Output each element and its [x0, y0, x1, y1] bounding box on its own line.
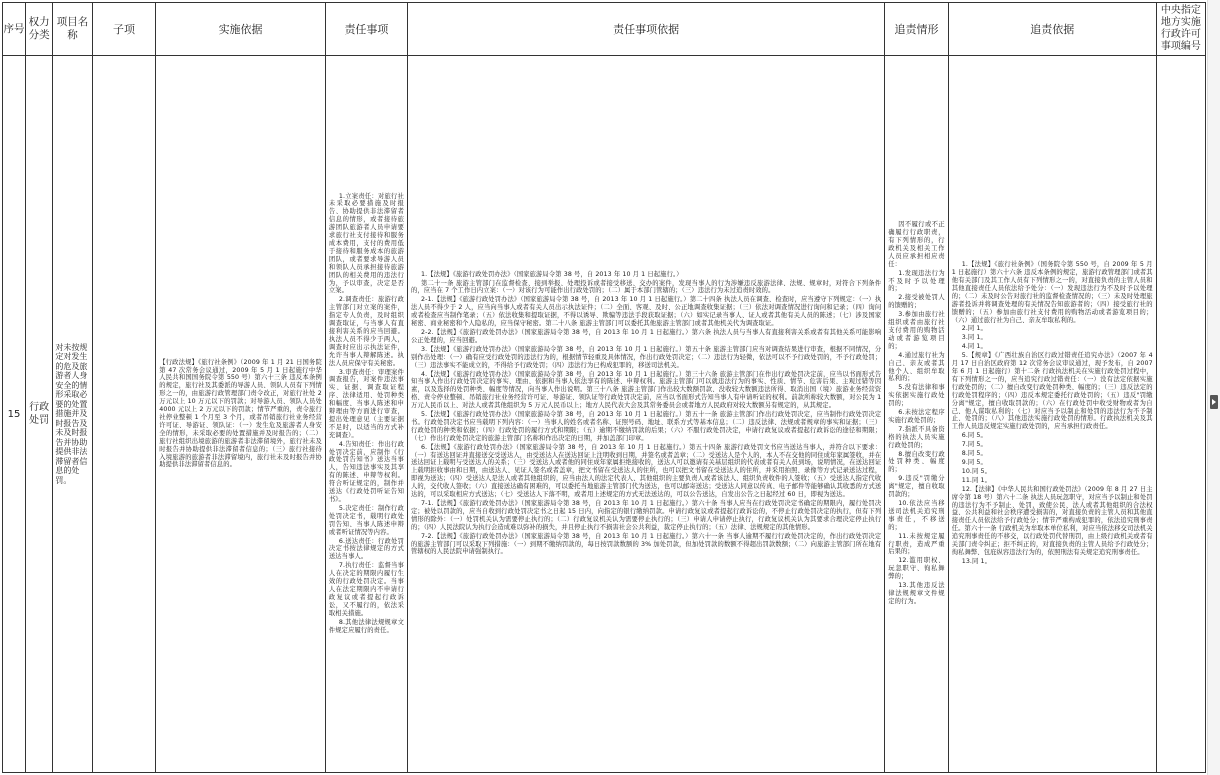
duty-basis-paragraph: 3.【法规】《旅游行政处罚办法》（国家旅游局令第 38 号，自 2013 年 10 月 1 日起施行。）第五十条 旅游主管部门应当对调查结果进行审查，根据不同情况，分别作出处理：（一）确有应受行政处罚的违法行为的，根据情节轻重及具体情况，作出行政处罚决定；（二）违法行为轻微，依法可以不予行政处罚的，不予行政处罚；（三）违法事实不能成立的，不得给予行政处罚；（四）违法行为已构成犯罪的，移送司法机关。 [410, 345, 882, 369]
accountability-basis-paragraph: 1.【法规】《旅行社条例》（国务院令第 550 号，自 2009 年 5 月 1 日起施行）第六十六条 违反本条例的规定，旅游行政管理部门或者其他有关部门及其工作人员有下列情形之一的，对直接负责的主管人员和其他直接责任人员依法给予处分：（一）发现违法行为不及时予以处理的；（二）未及时公告对旅行社的监督检查情况的；（三）未及时处理旅游者投诉并将调查处理的有关情况告知旅游者的；（四）接受旅行社的馈赠的；（五）参加由旅行社支付费用的购物活动或者游览项目的；（六）通过旅行社为自己、亲友牟取私利的。 [951, 261, 1153, 324]
row-item: 对未按规定对发生的危及旅游者人身安全的情形采取必要的处置措施并及时报告及未及时报告并协助提供非法滞留者信息的处罚。 [55, 342, 88, 485]
header-subitem: 子项 [92, 3, 155, 56]
duty-paragraph: 1.立案责任：对旅行社未采取必要措施及时报告、协助提供非法滞留者信息的情形，或者接待旅游团队旅游者人员申请要求旅行社支付接待和服务成本费用，支付的费用低于接待和服务成本的旅游团队，或者要求导游人员和领队人员承担接待旅游团队的相关费用的违法行为，予以审查，决定是否立案。 [328, 192, 404, 295]
accountability-basis-paragraph: 9.同 5。 [961, 458, 987, 466]
row-seq: 15 [3, 56, 26, 773]
duty-paragraph: 7.执行责任：监督当事人在决定的期限内履行生效的行政处罚决定。当事人在法定期限内不申请行政复议或者提起行政诉讼，又不履行的，依法采取相关措施。 [328, 562, 404, 617]
accountability-paragraph: 11.未按规定履行职责，造成严重后果的； [888, 532, 945, 556]
duty-paragraph: 5.决定责任：制作行政处罚决定书，载明行政处罚告知、当事人陈述申辩或者听证情况等内容。 [328, 504, 404, 536]
accountability-paragraph: 4.通过旅行社为自己、亲友或者其他个人、组织牟取私利的； [888, 351, 945, 383]
row-basis: 【行政法规】《旅行社条例》（2009 年 1 月 21 日国务院第 47 次常务会议通过，2009 年 5 月 1 日起施行中华人民共和国国务院令第 550 号）第六十三条 违反本条例的规定，旅行社及其委派的导游人员、领队人员有下列情形之一的，由旅游行政管理部门责令改正，对旅行社处 2 万元以上 10 万元以下的罚款；对导游人员、领队人员处 4000 元以上 2 万元以下的罚款；情节严重的，责令旅行社停业整顿 1 个月至 3 个月，或者吊销旅行社业务经营许可证、导游证、领队证：（一）发生危及旅游者人身安全的情形，未采取必要的处置措施并及时报告的；（二）旅行社组织出境旅游的旅游者非法滞留境外，旅行社未及时报告并协助提供非法滞留者信息的；（三）旅行社接待入境旅游的旅游者非法滞留境内，旅行社未及时报告并协助提供非法滞留者信息的。 [159, 358, 322, 469]
duty-paragraph: 6.送达责任：行政处罚决定书按法律规定的方式送达当事人。 [328, 537, 404, 561]
accountability-paragraph: 10.依法应当移送司法机关追究刑事责任，不移送的； [888, 500, 945, 531]
duty-basis-paragraph: 7-1.【法规】《旅游行政处罚办法》（国家旅游局令第 38 号，自 2013 年 10 月 1 日起施行。）第六十条 当事人应当在行政处罚决定书确定的期限内，履行处罚决定；被处以罚款的，应当自收到行政处罚决定书之日起 15 日内，向指定的银行缴纳罚款。申请行政复议或者提起行政诉讼的，不停止行政处罚决定的执行，但有下列情形的除外：（一）处罚机关认为需要停止执行的；（二）行政复议机关认为需要停止执行的；（三）申请人申请停止执行，行政复议机关认为其要求合理决定停止执行的；（四）人民法院认为执行会造成难以弥补的损失，并且停止执行不损害社会公共利益，裁定停止执行的；（五）法律、法规规定的其他情形。 [410, 500, 882, 531]
row-duty-basis-cell [407, 56, 884, 773]
row-basis-cell [156, 56, 326, 773]
row-central-code [1156, 56, 1205, 773]
accountability-basis-paragraph: 7.同 5。 [961, 441, 987, 449]
accountability-paragraph: 3.参加由旅行社组织或者由旅行社支付费用的购物活动或者游览项目的； [888, 311, 945, 350]
accountability-basis-paragraph: 12.【法律】《中华人民共和国行政处罚法》（2009 年 8 月 27 日主席令第 18 号）第六十二条 执法人员玩忽职守，对应当予以制止和处罚的违法行为不予制止、处罚，致使公民、法人或者其他组织的合法权益、公共利益和社会秩序遭受损害的，对直接负责的主管人员和其他直接责任人员依法给予行政处分；情节严重构成犯罪的，依法追究刑事责任。第六十一条 行政机关为牟取本单位私利，对应当依法移交司法机关追究刑事责任的不移交，以行政处罚代替刑罚，由上级行政机关或者有关部门责令纠正；拒不纠正的，对直接负责的主管人员给予行政处分；徇私舞弊、包庇纵容违法行为的，依照刑法有关规定追究刑事责任。 [951, 485, 1153, 556]
duty-paragraph: 4.告知责任：作出行政处罚决定前，应制作《行政处罚告知书》送达当事人，告知违法事实及其享有的陈述、申辩等权利。符合听证规定的，制作并送达《行政处罚听证告知书》。 [328, 440, 404, 504]
duty-basis-paragraph: 2-1.【法规】《旅游行政处罚办法》（国家旅游局令第 38 号，自 2013 年 10 月 1 日起施行。）第二十四条 执法人员在调查、检查时，应当遵守下列规定：（一）执法人员不得少于 2 人，应当向当事人或者有关人员出示执法证件；（二）全面、客观、及时、公正地调查收集证据；（三）依法对调查情况进行询问和记录；（四）询问或者检查应当制作笔录；（五）依法收集和提取证据，不得以诱导、欺骗等违法手段获取证据；（六）如实记录当事人、证人或者其他有关人员的陈述；（七）涉及国家秘密、商业秘密和个人隐私的，应当保守秘密。第二十八条 旅游主管部门可以委托其他旅游主管部门或者其他机关代为调查取证。 [410, 296, 882, 328]
accountability-basis-paragraph: 3.同 1。 [961, 334, 987, 342]
row-accountability-basis-cell [948, 56, 1156, 773]
row-duty-basis [408, 270, 884, 559]
table-header-row [3, 3, 1206, 56]
accountability-basis-paragraph: 6.同 5。 [961, 432, 987, 440]
accountability-paragraph: 2.接受被处罚人的馈赠的； [888, 294, 945, 310]
header-accountability-basis: 追责依据 [948, 3, 1156, 56]
duty-paragraph: 2.调查责任：旅游行政主管部门对立案的案件，指定专人负责，及时组织调查取证，与当事人有直接利害关系的应当回避。执法人员不得少于两人，调查时应出示执法证件，允许当事人辩解陈述。执法人员应保守有关秘密。 [328, 296, 404, 367]
accountability-paragraph: 12.滥用职权、玩忽职守、徇私舞弊的； [888, 557, 945, 581]
accountability-paragraph: 8.擅自改变行政处罚种类、幅度的； [888, 450, 945, 474]
duty-paragraph: 8.其他法律法规规章文件规定应履行的责任。 [328, 618, 404, 634]
accountability-basis-paragraph: 5.【规章】《广西壮族自治区行政过错责任追究办法》（2007 年 4 月 17 日自治区政府第 12 次常务会议审议通过，现予发布，自 2007 年 6 月 1 日起施行）第十二条 行政执法机关在实施行政处罚过程中，有下列情形之一的，应当追究行政过错责任：（一）没有法定依据实施行政处罚的；（二）擅自改变行政处罚种类、幅度的；（三）违反法定的行政处罚程序的；（四）违反本规定委托行政处罚的；（五）违反"罚缴分离"规定，擅自收取罚款的；（六）在行政处罚中收受财物或者为自己、他人谋取私利的；（七）对应当予以制止和处罚的违法行为不予制止、处罚的；（八）其他违法实施行政处罚的情形。行政执法机关及其工作人员违反规定实施行政处罚的，应当承担行政责任。 [951, 352, 1153, 431]
accountability-paragraph: 5.没有法律和事实依据实施行政处罚的； [888, 384, 945, 408]
row-item-cell [53, 56, 92, 773]
header-basis: 实施依据 [156, 3, 326, 56]
accountability-basis-paragraph: 10.同 5。 [961, 467, 992, 475]
table-row [3, 56, 1206, 773]
scroll-track[interactable] [1207, 0, 1220, 775]
duty-basis-paragraph: 5.【法规】《旅游行政处罚办法》（国家旅游局令第 38 号，自 2013 年 10 月 1 日起施行。）第五十一条 旅游主管部门作出行政处罚决定，应当制作行政处罚决定书。行政处罚决定书应当载明下列内容：（一）当事人的姓名或者名称、证照号码、地址、联系方式等基本信息；（二）违反法律、法规或者规章的事实和证据；（三）行政处罚的种类和依据；（四）行政处罚的履行方式和期限；（五）逾期不缴纳罚款的后果；（六）不服行政处罚决定，申请行政复议或者提起行政诉讼的途径和期限；（七）作出行政处罚决定的旅游主管部门名称和作出决定的日期，并加盖部门印章。 [410, 411, 882, 442]
accountability-basis-paragraph: 11.同 1。 [961, 476, 992, 484]
accountability-basis-paragraph: 4.同 1。 [961, 343, 987, 351]
accountability-paragraph: 1.发现违法行为不及时予以处理的； [888, 269, 945, 293]
accountability-basis-paragraph: 2.同 1。 [961, 325, 987, 333]
row-accountability-basis [949, 260, 1156, 568]
header-central-code: 中央指定地方实施行政许可事项编号 [1156, 3, 1205, 56]
header-accountability: 追责情形 [885, 3, 948, 56]
expand-arrow-icon[interactable] [1210, 395, 1218, 409]
accountability-paragraph: 7.指派不具备资格的执法人员实施行政处罚的； [888, 425, 945, 449]
header-duty: 责任事项 [325, 3, 407, 56]
header-item: 项目名称 [53, 3, 92, 56]
duty-paragraph: 3.审查责任：审理案件调查报告，对案件违法事实、证据、调查取证程序、法律适用、处罚种类和幅度、当事人陈述和申辩理由等方面进行审查，提出处理意见（主要证据不足时，以适当的方式补充调查）。 [328, 368, 404, 439]
duty-basis-paragraph: 7-2.【法规】《旅游行政处罚办法》（国家旅游局令第 38 号，自 2013 年 10 月 1 日起施行。）第六十一条 当事人逾期不履行行政处罚决定的，作出行政处罚决定的旅游主管部门可以采取下列措施：（一）到期不缴纳罚款的，每日按罚款数额的 3% 加处罚款，但加处罚款的数额不得超出罚款数额；（二）向旅游主管部门所在地有管辖权的人民法院申请强制执行。 [410, 532, 882, 556]
accountability-basis-paragraph: 13.同 1。 [961, 557, 992, 565]
header-category: 权力分类 [25, 3, 52, 56]
duty-basis-paragraph: 6.【法规】《旅游行政处罚办法》（国家旅游局令第 38 号，自 2013 年 10 月 1 日起施行。）第五十四条 旅游行政处罚文书应当送达当事人，并符合以下要求：（一）有送达回证并直接送交受送达人，由受送达人在送达回证上注明收到日期，并签名或者盖章；（二）受送达人是个人的，本人不在交他的同住成年家属签收，并在送达回证上载明与受送达人的关系；（三）受送达人或者他的同住成年家属拒绝接收的，送达人可以邀请有关基层组织的代表或者有关人员到场，说明情况，在送达回证上载明拒收事由和日期，由送达人、见证人签名或者盖章，把文书留在受送达人的住所，也可以把文书留在受送达人的住所，并采用拍照、录像等方式记录送达过程，即视为送达；（四）受送达人是法人或者其他组织的，应当由法人的法定代表人、其他组织的主要负责人或者该法人、组织负责收件的人签收；（五）受送达人指定代收人的，交代收人签收；（六）直接送达确有困难的，可以委托当地旅游主管部门代为送达，也可以邮寄送达；受送达人同意以传真、电子邮件等能够确认其收悉的方式送达的，可以采取相应方式送达；（七）受送达人下落不明，或者用上述规定的方式无法送达的，可以公告送达，自发出公告之日起经过 60 日，即视为送达。 [410, 443, 882, 499]
header-duty-basis: 责任事项依据 [407, 3, 884, 56]
accountability-paragraph: 因不履行或不正确履行行政职责，有下列情形的，行政机关及相关工作人员应承担相应责任： [888, 221, 945, 268]
duty-basis-paragraph: 4.【法规】《旅游行政处罚办法》（国家旅游局令第 38 号，自 2013 年 10 月 1 日起施行。）第三十六条 旅游主管部门在作出行政处罚决定前，应当以书面形式告知当事人作出行政处罚决定的事实、理由、依据和当事人依法享有的陈述、申辩权利。旅游主管部门可以就违法行为的事实、性质、情节、危害后果、主观过错等因素，以及选择的处罚种类、幅度等情况，向当事人作出说明。第三十八条 旅游主管部门作出较大数额罚款、没收较大数额违法所得、取消出国（境）旅游业务经营资格、责令停业整顿、吊销旅行社业务经营许可证、导游证、领队证等行政处罚决定前，应当以书面形式告知当事人有申请听证的权利。前款所称较大数额，对公民为 1 万元人民币以上、对法人或者其他组织为 5 万元人民币以上；地方人民代表大会及其常务委员会或者地方人民政府对较大数额另有规定的，从其规定。 [410, 370, 882, 410]
accountability-basis-paragraph: 8.同 5。 [961, 450, 987, 458]
accountability-paragraph: 6.未按法定程序实施行政处罚的； [888, 409, 945, 424]
header-seq: 序号 [3, 3, 26, 56]
row-duty [326, 192, 407, 637]
row-accountability [885, 220, 947, 608]
duty-basis-paragraph: 2-2.【法规】《旅游行政处罚办法》（国家旅游局令第 38 号，自 2013 年 10 月 1 日起施行。）第六条 执法人员与当事人有直接利害关系或者有其他关系可能影响公正处理的，应当回避。 [410, 328, 882, 344]
accountability-paragraph: 9.违反"罚缴分离"规定，擅自收取罚款的； [888, 475, 945, 499]
duty-basis-paragraph: 1.【法规】《旅游行政处罚办法》（国家旅游局令第 38 号，自 2013 年 10 月 1 日起施行。） [420, 270, 683, 278]
duty-basis-paragraph: 第二十一条 旅游主管部门在监督检查、接到举报、处理投诉或者接受移送、交办的案件，发现当事人的行为涉嫌违反旅游法律、法规、规章时，对符合下列条件的，应当在 7 个工作日内立案：（一）对该行为可能作出行政处罚的；（二）属于本部门管辖的；（三）违法行为未过追责时效的。 [410, 279, 882, 295]
row-subitem [92, 56, 155, 773]
row-accountability-cell [885, 56, 948, 773]
row-category: 行政处罚 [25, 56, 52, 773]
accountability-paragraph: 13.其他违反法律法规规章文件规定的行为。 [888, 582, 945, 605]
row-duty-cell [325, 56, 407, 773]
power-list-table [2, 2, 1206, 773]
